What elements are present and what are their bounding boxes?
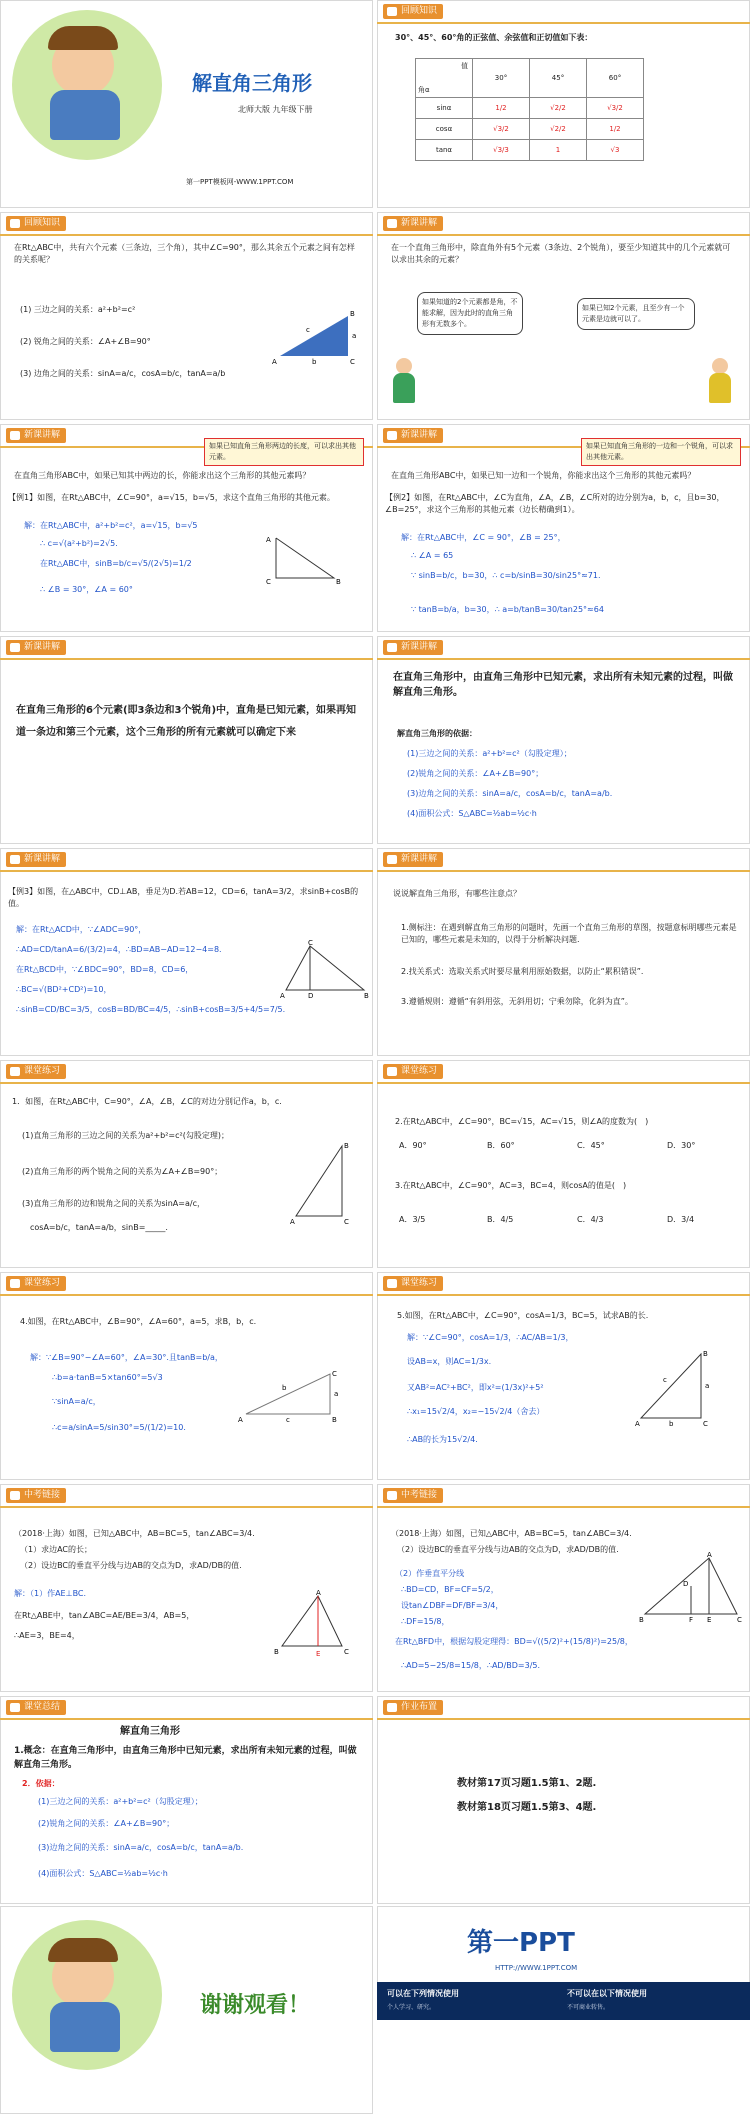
label-C: C (266, 578, 271, 586)
tag-icon (387, 1067, 397, 1076)
tag-icon (387, 1279, 397, 1288)
basis-heading: 2．依据： (22, 1779, 60, 1788)
student-right-icon (707, 358, 733, 406)
question-3: 3.在Rt△ABC中，∠C=90°，AC=3，BC=4，则cosA的值是( ) (395, 1181, 627, 1190)
label-A: A (266, 536, 271, 544)
trig-table (415, 58, 644, 161)
solution-line: ∴AD=5−25/8=15/8，∴AD/BD=3/5. (401, 1661, 541, 1670)
basis-line: (2)锐角之间的关系：∠A+∠B=90°； (38, 1819, 175, 1828)
question-text: 5.如图，在Rt△ABC中，∠C=90°，cosA=1/3，BC=5，试求AB的长. (397, 1311, 649, 1320)
label-B: B (350, 310, 355, 318)
slide-header (377, 636, 750, 660)
label-c: c (286, 1416, 290, 1424)
slide-header (0, 636, 373, 660)
label-C: C (308, 940, 313, 947)
tag-icon (10, 219, 20, 228)
question-2: 2.在Rt△ABC中，∠C=90°，BC=√15，AC=√15，则∠A的度数为( ) (395, 1117, 649, 1126)
slide-example-3[interactable] (0, 848, 373, 1056)
concept-text: 1.概念：在直角三角形中，由直角三角形中已知元素，求出所有未知元素的过程，叫做解直角三角形。 (14, 1746, 357, 1770)
table-cell: 1 (530, 140, 587, 161)
table-cell: √2/2 (530, 119, 587, 140)
slide-review-relations[interactable] (0, 212, 373, 420)
solution-line: ∴AB的长为15√2/4. (407, 1435, 478, 1444)
tag-label: 回顾知识 (383, 4, 443, 19)
option[interactable]: A．3/5 (399, 1215, 426, 1224)
solution-line: ∴DF=15/8， (401, 1617, 450, 1626)
question-text: 1．如图，在Rt△ABC中，C=90°，∠A，∠B，∠C的对边分别记作a，b，c. (12, 1097, 282, 1106)
slide-header (0, 848, 373, 872)
lesson-title: 解直角三角形 (192, 71, 312, 95)
label-D: D (683, 1580, 689, 1588)
sub-question: （2）设边BC的垂直平分线与边AB的交点为D，求AD/DB的值. (20, 1561, 242, 1570)
solution-line: ∴ c=√(a²+b²)=2√5. (40, 539, 118, 548)
sub-question: （2）设边BC的垂直平分线与边AB的交点为D，求AD/DB的值. (397, 1545, 619, 1554)
label-A: A (238, 1416, 243, 1424)
row-label: cosα (416, 119, 473, 140)
label-E: E (707, 1616, 712, 1624)
tag-label: 课堂练习 (383, 1064, 443, 1079)
note-2: 2.找关系式：选取关系式时要尽量利用原始数据，以防止“累积错误”. (401, 967, 644, 976)
example-text: 【例3】如图，在△ABC中，CD⊥AB，垂足为D.若AB=12，CD=6，tanA=3/2，求sinB+cosB的值。 (8, 887, 359, 908)
basis-line: (3)边角之间的关系：sinA=a/c，cosA=b/c，tanA=a/b. (38, 1843, 244, 1852)
tag-label: 课堂练习 (6, 1064, 66, 1079)
label-B: B (336, 578, 341, 586)
label-B: B (639, 1616, 644, 1624)
relation-2: (2) 锐角之间的关系：∠A+∠B=90° (20, 337, 151, 346)
summary-title: 解直角三角形 (120, 1726, 180, 1737)
homework-line: 教材第18页习题1.5第3、4题. (457, 1802, 597, 1813)
basis-line: (3)边角之间的关系：sinA=a/c，cosA=b/c，tanA=a/b. (407, 789, 613, 798)
table-corner: 值 角α (416, 59, 473, 98)
tag-icon (10, 1279, 20, 1288)
main-paragraph: 在直角三角形的6个元素(即3条边和3个锐角)中，直角是已知元素，如果再知道一条边和第三个元素，这个三角形的所有元素就可以确定下来 (16, 705, 357, 738)
slide-header (377, 1696, 750, 1720)
slide-header (0, 1696, 373, 1720)
tag-icon (10, 643, 20, 652)
table-cell: √3/2 (587, 98, 644, 119)
brand-logo: 第一PPT (467, 1928, 575, 1958)
label-C: C (350, 358, 355, 366)
question-text: 在直角三角形ABC中，如果已知其中两边的长，你能求出这个三角形的其他元素吗？ (14, 471, 311, 480)
option[interactable]: C．4/3 (577, 1215, 604, 1224)
tag-label: 新课讲解 (6, 428, 66, 443)
label-A: A (316, 1590, 321, 1597)
label-a: a (352, 332, 357, 340)
usage-panel (377, 1982, 750, 2114)
triangle-diagram (639, 1552, 743, 1626)
slide-thanks[interactable] (0, 1906, 373, 2114)
solution-line: 解：在Rt△ABC中，a²+b²=c²，a=√15，b=√5 (24, 521, 198, 530)
solution-line: ∴BD=CD，BF=CF=5/2， (401, 1585, 499, 1594)
slide-header (0, 1484, 373, 1508)
tag-icon (10, 855, 20, 864)
option[interactable]: C．45° (577, 1141, 605, 1150)
triangle-diagram (238, 1368, 348, 1428)
solution-line: 解：∵∠B=90°−∠A=60°，∠A=30°.且tanB=b/a， (30, 1353, 223, 1362)
triangle-diagram (264, 534, 344, 588)
slide-header (377, 848, 750, 872)
solution-line: ∴x₁=15√2/4，x₂=−15√2/4（舍去） (407, 1407, 545, 1416)
table-cell: √3/3 (473, 140, 530, 161)
triangle-diagram (270, 308, 360, 368)
solution-line: 在Rt△ABC中，sinB=b/c=√5/(2√5)=1/2 (40, 559, 192, 568)
relation-3: (3) 边角之间的关系：sinA=a/c，cosA=b/c，tanA=a/b (20, 369, 226, 378)
option[interactable]: B．4/5 (487, 1215, 514, 1224)
slide-header (0, 1272, 373, 1296)
tag-label: 课堂练习 (383, 1276, 443, 1291)
student-left-icon (391, 358, 417, 406)
boy-body-icon (50, 90, 120, 140)
boy-hair-icon (48, 1938, 118, 1962)
slide-practice-3[interactable] (0, 1272, 373, 1480)
tag-icon (387, 643, 397, 652)
solution-line: 解：∵∠C=90°，cosA=1/3，∴AC/AB=1/3， (407, 1333, 574, 1342)
answer-line: (2)直角三角形的两个锐角之间的关系为∠A+∠B=90°； (22, 1167, 223, 1176)
tag-icon (10, 1491, 20, 1500)
tag-label: 课堂总结 (6, 1700, 66, 1715)
label-C: C (344, 1218, 349, 1224)
option[interactable]: D．30° (667, 1141, 696, 1150)
label-B: B (332, 1416, 337, 1424)
row-label: tanα (416, 140, 473, 161)
example-text: 【例1】如图，在Rt△ABC中，∠C=90°，a=√15，b=√5，求这个直角三角形的其他元素。 (8, 493, 335, 502)
tag-label: 新课讲解 (383, 852, 443, 867)
label-A: A (280, 992, 285, 1000)
solution-line: ∴ ∠A = 65 (411, 551, 454, 560)
tag-label: 中考链接 (383, 1488, 443, 1503)
solution-line: 设AB=x，则AC=1/3x. (407, 1357, 492, 1366)
table-heading: 30°、45°、60°角的正弦值、余弦值和正切值如下表： (395, 33, 593, 42)
row-label: sinα (416, 98, 473, 119)
col-header: 45° (530, 59, 587, 98)
solution-line: ∵sinA=a/c， (52, 1397, 101, 1406)
tag-label: 课堂练习 (6, 1276, 66, 1291)
basis-line: (1)三边之间的关系：a²+b²=c²（勾股定理）； (38, 1797, 203, 1806)
table-cell: 1/2 (587, 119, 644, 140)
question-text: 说说解直角三角形，有哪些注意点？ (393, 889, 521, 898)
speech-bubble-right: 如果已知2个元素，且至少有一个元素是边就可以了。 (577, 298, 695, 330)
basis-line: (4)面积公式：S△ABC=½ab=½c·h (38, 1869, 168, 1878)
solution-line: ∴b=a·tanB=5×tan60°=5√3 (52, 1373, 163, 1382)
tag-icon (387, 1491, 397, 1500)
slide-example-2[interactable] (377, 424, 750, 632)
label-C: C (344, 1648, 349, 1656)
solution-line: ∴AD=CD/tanA=6/(3/2)=4，∴BD=AB−AD=12−4=8. (16, 945, 222, 954)
solution-line: ∵ tanB=b/a，b=30，∴ a=b/tanB=30/tan25°≈64 (411, 605, 604, 614)
answer-line: (3)直角三角形的边和锐角之间的关系为sinA=a/c， (22, 1199, 205, 1208)
tag-label: 新课讲解 (6, 852, 66, 867)
triangle-diagram (635, 1348, 725, 1428)
slide-header (377, 1272, 750, 1296)
homework-line: 教材第17页习题1.5第1、2题. (457, 1778, 597, 1789)
lesson-subtitle: 北师大版 九年级下册 (238, 105, 313, 114)
answer-line: (1)直角三角形的三边之间的关系为a²+b²=c²(勾股定理)； (22, 1131, 229, 1140)
solution-line: ∴sinB=CD/BC=3/5，cosB=BD/BC=4/5，∴sinB+cosB=3/5+4/5=7/5. (16, 1005, 286, 1014)
option[interactable]: D．3/4 (667, 1215, 695, 1224)
label-b: b (282, 1384, 287, 1392)
highlight-box: 如果已知直角三角形的一边和一个锐角，可以求出其他元素。 (581, 438, 741, 466)
tag-icon (387, 219, 397, 228)
slide-header (377, 212, 750, 236)
slide-how-many-elements[interactable] (377, 212, 750, 420)
col-header: 30° (473, 59, 530, 98)
question-text: （2018·上海）如图，已知△ABC中，AB=BC=5，tan∠ABC=3/4. (391, 1529, 632, 1538)
thanks-text: 谢谢观看！ (200, 1993, 311, 2018)
slide-summary[interactable] (0, 1696, 373, 1904)
slide-review-table[interactable] (377, 0, 750, 208)
speech-bubble-left: 如果知道的2个元素都是角，不能求解，因为此时的直角三角形有无数多个。 (417, 292, 523, 335)
option[interactable]: A．90° (399, 1141, 427, 1150)
label-A: A (635, 1420, 640, 1428)
tag-label: 作业布置 (383, 1700, 443, 1715)
slide-practice-2[interactable] (377, 1060, 750, 1268)
relation-1: (1) 三边之间的关系：a²+b²=c² (20, 305, 136, 314)
solution-line: 解：在Rt△ABC中，∠C = 90°，∠B = 25°， (401, 533, 566, 542)
forbidden-item: 不可商业转售。 (567, 2004, 610, 2011)
tag-label: 新课讲解 (383, 216, 443, 231)
answer-line: cosA=b/c，tanA=a/b，sinB=_____. (30, 1223, 168, 1232)
solution-line: 在Rt△BFD中，根据勾股定理得：BD=√((5/2)²+(15/8)²)=25/8， (395, 1637, 633, 1646)
tag-icon (387, 7, 397, 16)
slide-header (0, 212, 373, 236)
allowed-item: 个人学习、研究。 (387, 2004, 436, 2011)
label-E: E (316, 1650, 321, 1658)
solution-line: 解：在Rt△ACD中，∵∠ADC=90°， (16, 925, 147, 934)
tag-icon (10, 431, 20, 440)
label-c: c (663, 1376, 667, 1384)
slide-title[interactable] (0, 0, 373, 208)
slide-header (377, 0, 750, 24)
tag-label: 中考链接 (6, 1488, 66, 1503)
solution-line: ∴AE=3，BE=4， (14, 1631, 80, 1640)
basis-line: (2)锐角之间的关系：∠A+∠B=90°； (407, 769, 544, 778)
slide-header (377, 1060, 750, 1084)
option[interactable]: B．60° (487, 1141, 515, 1150)
solution-line: 解：（1）作AE⊥BC. (14, 1589, 87, 1598)
slide-practice-4[interactable] (377, 1272, 750, 1480)
tag-label: 新课讲解 (6, 640, 66, 655)
tag-icon (387, 855, 397, 864)
label-B: B (274, 1648, 279, 1656)
slide-header (0, 1060, 373, 1084)
label-c: c (306, 326, 310, 334)
label-b: b (669, 1420, 674, 1428)
tag-label: 新课讲解 (383, 428, 443, 443)
solution-line: ∵ sinB=b/c，b=30，∴ c=b/sinB=30/sin25°≈71. (411, 571, 601, 580)
solution-line: 在Rt△BCD中，∵∠BDC=90°，BD=8，CD=6， (16, 965, 194, 974)
table-cell: 1/2 (473, 98, 530, 119)
forbidden-heading: 不可以在以下情况使用 (567, 1989, 647, 1998)
basis-heading: 解直角三角形的依据： (397, 729, 477, 738)
definition-text: 在直角三角形中，由直角三角形中已知元素，求出所有未知元素的过程，叫做解直角三角形。 (393, 672, 733, 698)
triangle-diagram (280, 940, 370, 1000)
allowed-heading: 可以在下列情况使用 (387, 1989, 459, 1998)
col-header: 60° (587, 59, 644, 98)
highlight-box: 如果已知直角三角形两边的长度，可以求出其他元素。 (204, 438, 364, 466)
solution-line: （2）作垂直平分线 (395, 1569, 465, 1578)
intro-text: 在Rt△ABC中，共有六个元素（三条边，三个角），其中∠C=90°，那么其余五个元素之间有怎样的关系呢？ (14, 243, 355, 264)
basis-line: (4)面积公式：S△ABC=½ab=½c·h (407, 809, 537, 818)
label-C: C (332, 1370, 337, 1378)
label-A: A (290, 1218, 295, 1224)
solution-line: ∴c=a/sinA=5/sin30°=5/(1/2)=10. (52, 1423, 186, 1432)
tag-icon (10, 1703, 20, 1712)
solution-line: 又AB²=AC²+BC²，即x²=(1/3x)²+5² (407, 1383, 544, 1392)
question-text: （2018·上海）如图，已知△ABC中，AB=BC=5，tan∠ABC=3/4. (14, 1529, 255, 1538)
example-text: 【例2】如图，在Rt△ABC中，∠C为直角，∠A，∠B，∠C所对的边分别为a，b，c，且b=30，∠B=25°，求这个三角形的其他元素（边长精确到1）。 (385, 493, 725, 514)
label-a: a (334, 1390, 339, 1398)
tag-icon (10, 1067, 20, 1076)
triangle-diagram (274, 1590, 354, 1660)
label-A: A (707, 1552, 712, 1559)
label-C: C (703, 1420, 708, 1428)
slide-header (377, 1484, 750, 1508)
tag-label: 新课讲解 (383, 640, 443, 655)
brand-url[interactable]: HTTP://WWW.1PPT.COM (495, 1964, 578, 1972)
solution-line: ∴BC=√(BD²+CD²)=10， (16, 985, 112, 994)
slide-definition[interactable] (377, 636, 750, 844)
table-cell: √3 (587, 140, 644, 161)
basis-line: (1)三边之间的关系：a²+b²=c²（勾股定理）； (407, 749, 572, 758)
footer-text: 第一PPT模板网-WWW.1PPT.COM (186, 178, 294, 186)
solution-line: ∴ ∠B = 30°，∠A = 60° (40, 585, 133, 594)
sub-question: （1）求边AC的长； (20, 1545, 93, 1554)
slide-notes[interactable] (377, 848, 750, 1056)
table-cell: √3/2 (473, 119, 530, 140)
link-list-area (377, 2020, 750, 2114)
slide-example-1[interactable] (0, 424, 373, 632)
label-B: B (344, 1142, 349, 1150)
label-b: b (312, 358, 317, 366)
slide-copyright[interactable] (377, 1906, 750, 2114)
note-3: 3.遵循规则：遵循“有斜用弦，无斜用切；宁乘勿除，化斜为直”。 (401, 997, 633, 1006)
label-F: F (689, 1616, 694, 1624)
boy-hair-icon (48, 26, 118, 50)
slide-homework[interactable] (377, 1696, 750, 1904)
table-cell: √2/2 (530, 98, 587, 119)
question-text: 在直角三角形ABC中，如果已知一边和一个锐角，你能求出这个三角形的其他元素吗？ (391, 471, 696, 480)
intro-text: 在一个直角三角形中，除直角外有5个元素（3条边、2个锐角），要至少知道其中的几个元素就可以求出其余的元素？ (391, 243, 731, 264)
question-text: 4.如图，在Rt△ABC中，∠B=90°，∠A=60°，a=5，求B，b，c. (20, 1317, 257, 1326)
label-B: B (703, 1350, 708, 1358)
triangle-diagram (290, 1140, 360, 1224)
boy-body-icon (50, 2002, 120, 2052)
note-1: 1.侧标注：在遇到解直角三角形的问题时，先画一个直角三角形的草图，按题意标明哪些元素是已知的，哪些元素是未知的，以得于分析解决问题. (401, 923, 737, 944)
solution-line: 设tan∠DBF=DF/BF=3/4， (401, 1601, 504, 1610)
label-B: B (364, 992, 369, 1000)
solution-line: 在Rt△ABE中，tan∠ABC=AE/BE=3/4，AB=5， (14, 1611, 195, 1620)
label-A: A (272, 358, 277, 366)
slide-practice-1[interactable] (0, 1060, 373, 1268)
label-D: D (308, 992, 314, 1000)
tag-label: 回顾知识 (6, 216, 66, 231)
slide-exam-link-2[interactable] (377, 1484, 750, 1692)
tag-icon (387, 1703, 397, 1712)
tag-icon (387, 431, 397, 440)
slide-determine-triangle[interactable] (0, 636, 373, 844)
slide-exam-link-1[interactable] (0, 1484, 373, 1692)
label-a: a (705, 1382, 710, 1390)
label-C: C (737, 1616, 742, 1624)
